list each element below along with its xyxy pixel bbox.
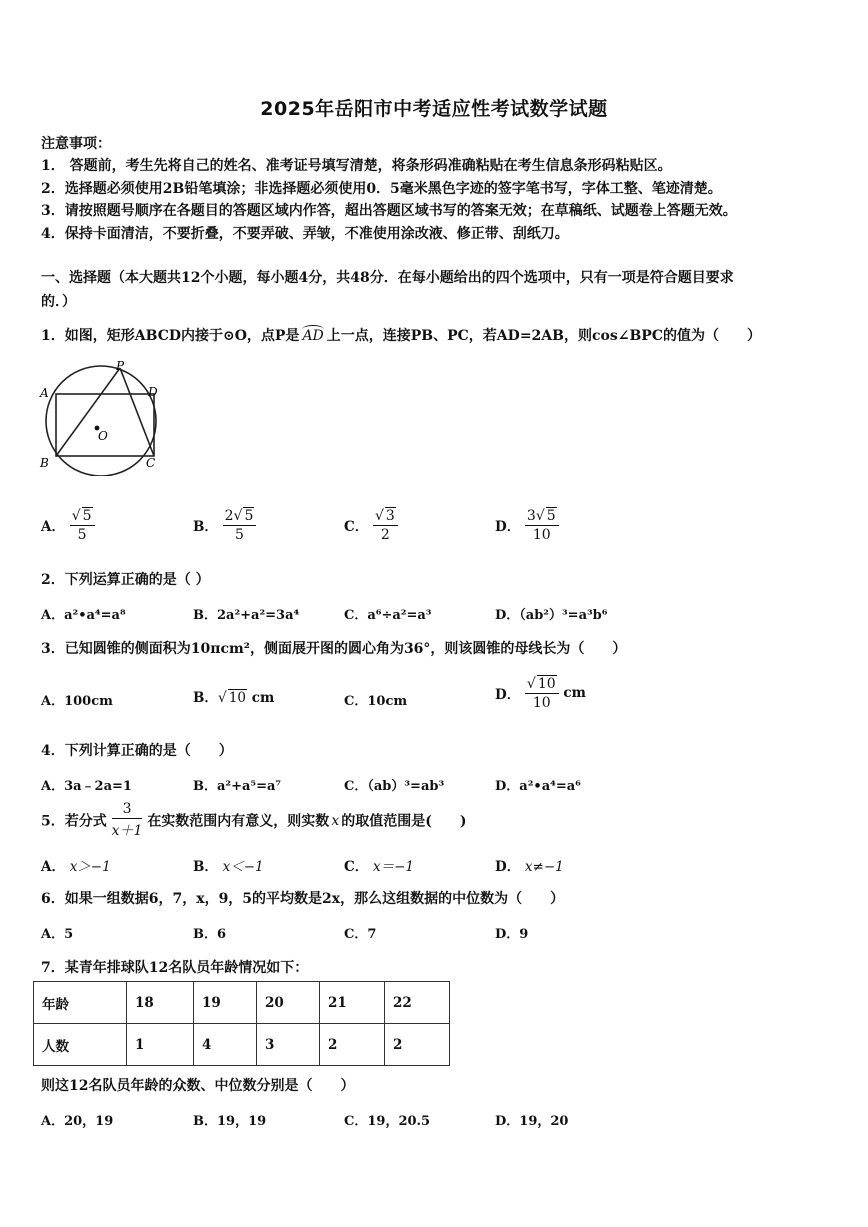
q5-post: 在实数范围内有意义，则实数 (147, 813, 330, 830)
q5-num: 3 (112, 801, 143, 819)
section-heading-line2: 的．） (41, 294, 76, 310)
q1-c-radicand: 3 (385, 508, 395, 524)
q1-c-den: 2 (380, 527, 390, 543)
q3-b-unit: cm (251, 690, 275, 706)
q5-pre: 5．若分式 (41, 813, 107, 830)
table-cell: 4 (194, 1024, 257, 1066)
q1-option-d-fraction: $\frac{3√ 5}{10}$ (525, 507, 559, 543)
q1-a-den: 5 (77, 527, 87, 543)
q3-option-a: A．100cm (41, 694, 113, 709)
q3-d-radicand: 10 (537, 676, 556, 692)
q5-c-letter: C． (344, 859, 369, 875)
question-1-pre: 1．如图，矩形ABCD内接于⊙O，点P是 (41, 328, 300, 344)
q5-option-b (193, 855, 264, 875)
table-row (34, 1024, 450, 1066)
arc-ad: AD (302, 328, 324, 344)
q3-option-d-letter: D． (495, 687, 521, 703)
question-4-stem: 4．下列计算正确的是（ ） (41, 743, 233, 759)
table-row (34, 982, 450, 1024)
notice-heading: 注意事项： (41, 136, 111, 152)
q1-a-radicand: 5 (82, 508, 92, 524)
q2-option-d: D．（ab²）³=a³b⁶ (495, 608, 608, 623)
q1-b-den: 5 (235, 527, 244, 543)
q4-option-a: A．3a﹣2a=1 (41, 779, 132, 794)
table-cell: 人数 (34, 1024, 127, 1066)
q6-option-b: B．6 (193, 927, 227, 942)
q1-option-a-fraction: $\frac{√ 5}{5}$ (70, 507, 95, 543)
rectangle-abcd (56, 394, 154, 456)
question-6-stem: 6．如果一组数据6，7，x，9，5的平均数是2x，那么这组数据的中位数为（ ） (41, 891, 565, 907)
q7-option-b: B．19，19 (193, 1114, 267, 1129)
segment-pc (120, 368, 154, 456)
question-7-question: 则这12名队员年龄的众数、中位数分别是（ ） (41, 1078, 355, 1094)
question-5-stem (41, 801, 466, 840)
q1-option-b (193, 507, 256, 543)
question-2-stem: 2．下列运算正确的是（ ） (41, 572, 210, 588)
q5-fraction (112, 801, 143, 840)
q4-option-c: C．（ab）³=ab³ (344, 779, 445, 794)
segment-pb (56, 368, 120, 456)
q2-option-c: C．a⁶÷a²=a³ (344, 608, 432, 623)
q6-option-d: D．9 (495, 927, 529, 942)
q1-b-coef: 2 (224, 508, 234, 524)
q5-var: x (331, 812, 340, 829)
table-cell: 18 (127, 982, 194, 1024)
notice-item-4: 4．保持卡面清洁，不要折叠，不要弄破、弄皱，不准使用涂改液、修正带、刮纸刀。 (41, 226, 569, 242)
q5-b-expr: x＜−1 (222, 859, 264, 875)
table-cell: 20 (257, 982, 320, 1024)
q5-b-letter: B． (193, 859, 218, 875)
q6-option-a: A．5 (41, 927, 74, 942)
q4-option-b: B．a²+a⁵=a⁷ (193, 779, 282, 794)
q5-option-a (41, 855, 111, 875)
label-c: C (146, 456, 156, 470)
question-1-stem (41, 325, 761, 345)
circle-rectangle-figure (36, 356, 166, 476)
q5-d-letter: D． (495, 859, 521, 875)
q5-den: x＋1 (111, 823, 143, 839)
q3-d-unit: cm (563, 685, 586, 701)
q3-b-radicand: 10 (228, 690, 247, 706)
q3-option-c: C．10cm (344, 694, 408, 709)
q1-d-radicand: 5 (546, 508, 556, 524)
q3-option-d-fraction: $\frac{√ 10}{10}$ (525, 675, 559, 711)
q1-option-a-letter: A． (41, 519, 65, 535)
q2-option-b: B．2a²+a²=3a⁴ (193, 608, 300, 623)
q6-option-c: C．7 (344, 927, 377, 942)
table-cell: 21 (320, 982, 385, 1024)
q5-option-d (495, 855, 564, 875)
q1-option-b-letter: B． (193, 519, 218, 535)
q1-option-c (344, 507, 398, 543)
age-table (33, 981, 450, 1066)
section-heading-line1: 一、选择题（本大题共12个小题，每小题4分，共48分．在每小题给出的四个选项中，只有一项是符合题目要求 (41, 270, 734, 286)
q5-post2: 的取值范围是( ) (341, 813, 467, 830)
label-b: B (40, 456, 49, 470)
question-7-stem: 7．某青年排球队12名队员年龄情况如下： (41, 960, 309, 976)
q1-d-den: 10 (532, 527, 551, 543)
table-cell: 22 (385, 982, 450, 1024)
q1-option-c-fraction: $\frac{√ 3}{2}$ (373, 507, 398, 543)
label-p: P (116, 359, 125, 373)
q1-option-c-letter: C． (344, 519, 369, 535)
q5-c-expr: x＝−1 (372, 859, 414, 875)
label-a: A (40, 386, 49, 400)
table-cell: 2 (385, 1024, 450, 1066)
table-cell: 19 (194, 982, 257, 1024)
page-title: 2025年岳阳市中考适应性考试数学试题 (260, 98, 608, 120)
table-cell: 年龄 (34, 982, 127, 1024)
notice-item-1: 1． 答题前，考生先将自己的姓名、准考证号填写清楚，将条形码准确粘贴在考生信息条形码粘贴区。 (41, 158, 672, 174)
q1-option-b-fraction: $\frac{2√ 5}{5}$ (223, 507, 257, 543)
q3-option-b-letter: B． (193, 690, 218, 706)
notice-item-2: 2．选择题必须使用2B铅笔填涂；非选择题必须使用0．5毫米黑色字迹的签字笔书写，字体工整、笔迹清楚。 (41, 181, 722, 197)
q2-option-a: A．a²•a⁴=a⁸ (41, 608, 126, 623)
question-3-stem: 3．已知圆锥的侧面积为10πcm²，侧面展开图的圆心角为36°，则该圆锥的母线长为（ ） (41, 641, 627, 657)
q1-d-coef: 3 (526, 508, 536, 524)
q1-option-a (41, 507, 95, 543)
q3-d-den: 10 (532, 695, 551, 711)
q3-option-b: B．√ 10 cm (193, 690, 275, 706)
q5-a-expr: x＞−1 (69, 859, 111, 875)
q5-d-expr: x≠−1 (524, 859, 564, 875)
q7-option-d: D．19，20 (495, 1114, 569, 1129)
table-cell: 1 (127, 1024, 194, 1066)
q3-option-d (495, 675, 586, 711)
q1-option-d-letter: D． (495, 519, 521, 535)
q4-option-d: D．a²•a⁴=a⁶ (495, 779, 581, 794)
q7-option-a: A．20，19 (41, 1114, 114, 1129)
table-cell: 3 (257, 1024, 320, 1066)
table-cell: 2 (320, 1024, 385, 1066)
notice-item-3: 3．请按照题号顺序在各题目的答题区域内作答，超出答题区域书写的答案无效；在草稿纸、试题卷上答题无效。 (41, 203, 737, 219)
label-d: D (148, 385, 158, 399)
q5-option-c (344, 855, 414, 875)
q1-b-radicand: 5 (244, 508, 254, 524)
q7-option-c: C．19，20.5 (344, 1114, 431, 1129)
question-1-post: 上一点，连接PB、PC，若AD=2AB，则cos∠BPC的值为（ ） (326, 328, 761, 344)
q5-a-letter: A． (41, 859, 65, 875)
label-o: O (98, 429, 108, 443)
q1-option-d (495, 507, 559, 543)
circle-o (46, 366, 156, 476)
